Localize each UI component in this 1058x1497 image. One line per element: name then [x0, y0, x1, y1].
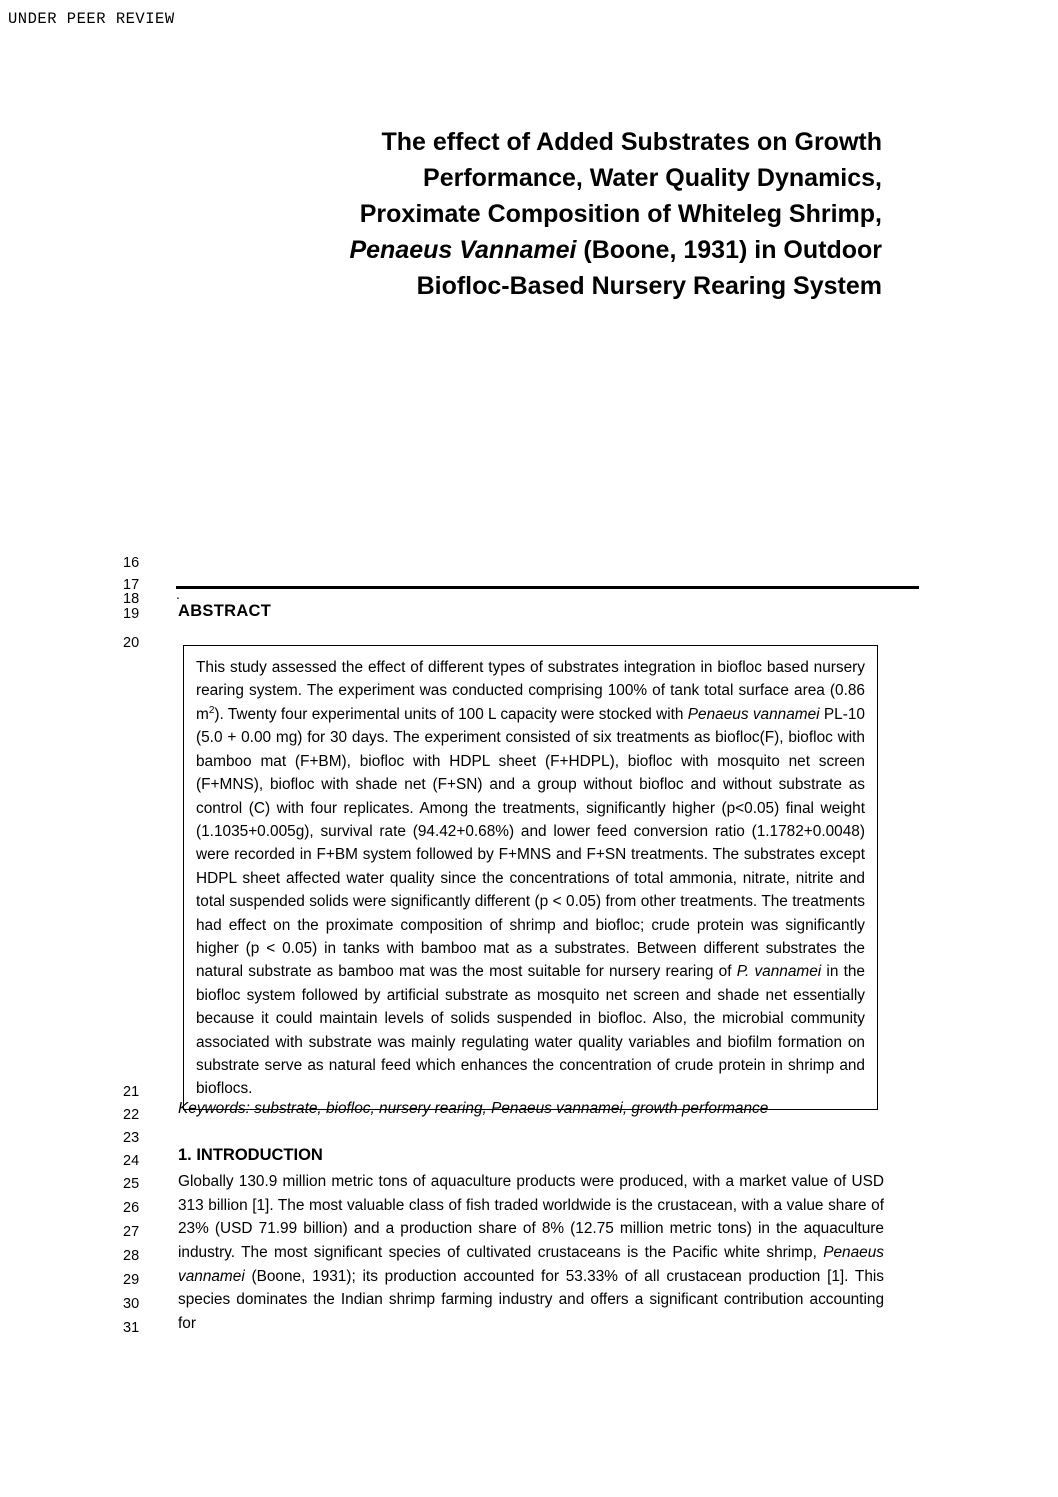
line-number: 24: [123, 1153, 140, 1169]
title-line-2: Performance, Water Quality Dynamics,: [423, 164, 882, 192]
intro-part-2: (Boone, 1931); its production accounted for 53.33% of all crustacean production [1]. This species dominates the Indian shrimp farming industry and offers a significant contribution accounting for: [178, 1267, 884, 1332]
line-number: 21: [123, 1084, 140, 1100]
divider-dot: .: [176, 586, 180, 602]
title-species-name: Penaeus Vannamei: [349, 236, 577, 264]
line-number: 20: [123, 635, 140, 651]
peer-review-stamp: UNDER PEER REVIEW: [8, 10, 175, 28]
title-line-3: Proximate Composition of Whiteleg Shrimp,: [359, 200, 882, 228]
abstract-superscript: 2: [208, 704, 215, 716]
abstract-part-3: PL-10 (5.0 + 0.00 mg) for 30 days. The experiment consisted of six treatments as biofloc(F), biofloc with bamboo mat (F+BM), biofloc with HDPL sheet (F+HDPL), biofloc with mosquito net screen (F+MNS), biofloc with shade net (F+SN) and a group without biofloc and without substrate as control (C) with four replicates. Among the treatments, significantly higher (p<0.05) final weight (1.1035+0.005g), survival rate (94.42+0.68%) and lower feed conversion ratio (1.1782+0.0048) were recorded in F+BM system followed by F+MNS and F+SN treatments. The substrates except HDPL sheet affected water quality since the concentrations of total ammonia, nitrate, nitrite and total suspended solids were significantly different (p < 0.05) from other treatments. The treatments had effect on the proximate composition of shrimp and biofloc; crude protein was significantly higher (p < 0.05) in tanks with bamboo mat as a substrates. Between different substrates the natural substrate as bamboo mat was the most suitable for nursery rearing of: [196, 705, 865, 981]
intro-part-1: Globally 130.9 million metric tons of aquaculture products were produced, with a market value of USD 313 billion [1]. The most valuable class of fish traded worldwide is the crustacean, with a value share of 23% (USD 71.99 billion) and a production share of 8% (12.75 million metric tons) in the aquaculture industry. The most significant species of cultivated crustaceans is the Pacific white shrimp,: [178, 1173, 884, 1261]
section-divider-rule: [176, 586, 919, 589]
line-number: 26: [123, 1200, 140, 1216]
line-number: 23: [123, 1130, 140, 1146]
line-number: 27: [123, 1224, 140, 1240]
abstract-text-box: [183, 645, 878, 1110]
line-number: 22: [123, 1107, 140, 1123]
line-number: 18: [123, 591, 140, 607]
title-line-5: Biofloc-Based Nursery Rearing System: [416, 272, 882, 300]
page-title: [172, 124, 882, 304]
intro-species-name: Penaeus vannamei: [178, 1243, 884, 1285]
line-number: 31: [123, 1320, 140, 1336]
line-number: 29: [123, 1272, 140, 1288]
abstract-part-2: ). Twenty four experimental units of 100 L capacity were stocked with: [214, 705, 688, 723]
line-number: 16: [123, 555, 140, 571]
line-number: 19: [123, 606, 140, 622]
introduction-heading: 1. INTRODUCTION: [178, 1146, 323, 1164]
abstract-species-1: Penaeus vannamei: [687, 705, 820, 723]
title-line-4: [172, 232, 882, 268]
abstract-part-1: This study assessed the effect of different types of substrates integration in biofloc based nursery rearing system. The experiment was conducted comprising 100% of tank total surface area (0.86 m: [196, 659, 865, 723]
line-number: 28: [123, 1248, 140, 1264]
keywords-line: Keywords: substrate, biofloc, nursery rearing, Penaeus vannamei, growth performance: [178, 1100, 769, 1117]
line-number: 30: [123, 1296, 140, 1312]
introduction-paragraph: [178, 1170, 884, 1335]
abstract-species-2: P. vannamei: [736, 963, 822, 981]
abstract-heading: ABSTRACT: [178, 602, 272, 620]
line-number: 25: [123, 1176, 140, 1192]
abstract-part-4: in the biofloc system followed by artificial substrate as mosquito net screen and shade net essentially because it could maintain levels of solids suspended in biofloc. Also, the microbial community associated with substrate was mainly regulating water quality variables and biofilm formation on substrate serve as natural feed which enhances the concentration of crude protein in shrimp and bioflocs.: [196, 963, 865, 1098]
title-line-1: The effect of Added Substrates on Growth: [381, 128, 882, 156]
title-line-4-rest: (Boone, 1931) in Outdoor: [576, 236, 882, 264]
line-number: 17: [123, 577, 140, 593]
